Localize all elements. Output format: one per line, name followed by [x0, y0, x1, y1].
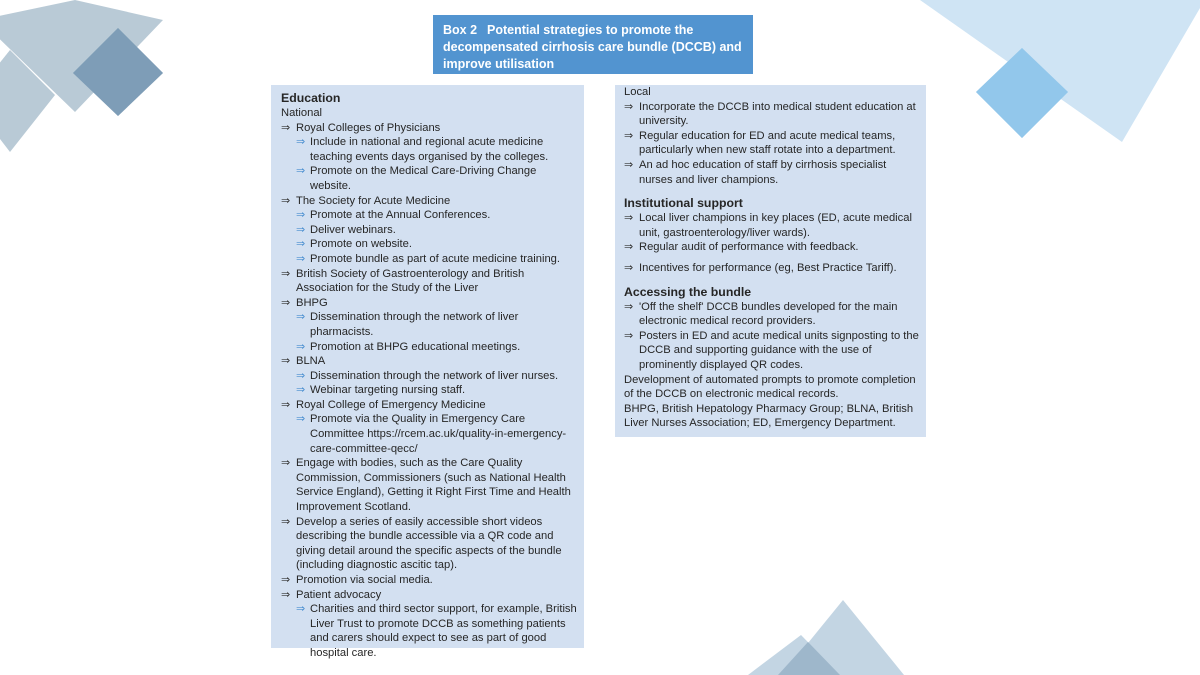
arrow-icon: ⇒	[296, 165, 306, 178]
accessing-item	[624, 329, 922, 373]
item-text: Develop a series of easily accessible short videos describing the bundle accessible via a QR code and giving detail around the specific aspects of the bundle (including diagnostic ascitic tap).	[296, 515, 562, 572]
national-sub-item	[281, 208, 578, 223]
item-text: Promote at the Annual Conferences.	[310, 209, 491, 222]
item-text: British Society of Gastroenterology and British Association for the Study of the Liver	[296, 267, 525, 295]
local-item	[624, 158, 922, 187]
national-sub-item	[281, 164, 578, 193]
arrow-icon: ⇒	[624, 129, 634, 142]
national-sub-item	[281, 223, 578, 238]
national-sub-item	[281, 602, 578, 660]
item-text: Promote via the Quality in Emergency Care Committee https://rcem.ac.uk/quality-in-emergency-care-committee-qecc/	[310, 413, 567, 455]
national-sub-item	[281, 237, 578, 252]
national-item	[281, 515, 578, 573]
national-item	[281, 267, 578, 296]
local-label: Local	[624, 86, 651, 98]
item-text: An ad hoc education of staff by cirrhosis specialist nurses and liver champions.	[639, 158, 887, 186]
item-text: BHPG	[296, 296, 328, 309]
footnote: BHPG, British Hepatology Pharmacy Group; BLNA, British Liver Nurses Association; ED, Emergency Department.	[624, 402, 914, 430]
arrow-icon: ⇒	[281, 194, 291, 207]
item-text: BLNA	[296, 355, 326, 368]
national-item	[281, 456, 578, 514]
national-sub-item	[281, 252, 578, 267]
arrow-icon: ⇒	[624, 261, 634, 274]
national-sub-item	[281, 340, 578, 355]
local-item	[624, 129, 922, 158]
accessing-item	[624, 300, 922, 329]
continued-panel	[615, 85, 926, 437]
arrow-icon: ⇒	[296, 369, 306, 382]
arrow-icon: ⇒	[281, 267, 291, 280]
item-text: Patient advocacy	[296, 588, 382, 601]
box-title	[433, 15, 753, 74]
arrow-icon: ⇒	[296, 238, 306, 251]
decorative-triangles-bottom	[748, 600, 908, 675]
box-title-text: Potential strategies to promote the decompensated cirrhosis care bundle (DCCB) and improve utilisation	[443, 23, 742, 71]
arrow-icon: ⇒	[624, 241, 634, 254]
item-text: Dissemination through the network of liver nurses.	[310, 369, 559, 382]
item-text: Local liver champions in key places (ED, acute medical unit, gastroenterology/liver wards).	[639, 212, 912, 239]
national-sub-item	[281, 412, 578, 456]
accessing-list	[624, 300, 922, 373]
arrow-icon: ⇒	[281, 296, 291, 309]
arrow-icon: ⇒	[624, 212, 634, 225]
item-text: Promote on the Medical Care-Driving Change website.	[310, 165, 537, 192]
item-text: Promote bundle as part of acute medicine training.	[310, 252, 560, 265]
national-item	[281, 354, 578, 369]
arrow-icon: ⇒	[296, 603, 306, 616]
decorative-diamonds-top-left	[0, 0, 175, 160]
item-text: Deliver webinars.	[310, 223, 396, 236]
arrow-icon: ⇒	[281, 355, 291, 368]
accessing-heading: Accessing the bundle	[624, 284, 752, 299]
institutional-item	[624, 261, 922, 276]
item-text: Incorporate the DCCB into medical student education at university.	[639, 100, 916, 128]
accessing-note: Development of automated prompts to promote completion of the DCCB on electronic medical records.	[624, 373, 916, 401]
arrow-icon: ⇒	[281, 398, 291, 411]
item-text: Dissemination through the network of liver pharmacists.	[310, 311, 519, 338]
arrow-icon: ⇒	[296, 340, 306, 353]
arrow-icon: ⇒	[296, 384, 306, 397]
item-text: Incentives for performance (eg, Best Practice Tariff).	[639, 261, 897, 274]
arrow-icon: ⇒	[624, 100, 634, 113]
national-label: National	[281, 107, 323, 119]
arrow-icon: ⇒	[624, 300, 634, 313]
item-text: Promote on website.	[310, 238, 412, 251]
item-text: Posters in ED and acute medical units signposting to the DCCB and supporting guidance with the use of prominently displayed QR codes.	[639, 329, 919, 371]
national-sub-item	[281, 310, 578, 339]
institutional-heading: Institutional support	[624, 196, 743, 211]
arrow-icon: ⇒	[281, 121, 291, 134]
arrow-icon: ⇒	[296, 413, 306, 426]
national-item	[281, 121, 578, 136]
arrow-icon: ⇒	[624, 329, 634, 342]
item-text: Engage with bodies, such as the Care Quality Commission, Commissioners (such as National Health Service England), Getting it Right First Time and Health Improvement Scotland.	[296, 457, 571, 514]
national-sub-item	[281, 383, 578, 398]
item-text: Regular audit of performance with feedback.	[639, 241, 859, 254]
national-item	[281, 573, 578, 588]
arrow-icon: ⇒	[281, 457, 291, 470]
national-item	[281, 194, 578, 209]
arrow-icon: ⇒	[296, 311, 306, 324]
arrow-icon: ⇒	[281, 574, 291, 586]
item-text: Royal College of Emergency Medicine	[296, 398, 486, 411]
education-heading: Education	[281, 91, 341, 105]
education-panel	[271, 85, 584, 659]
national-list	[281, 121, 578, 661]
arrow-icon: ⇒	[296, 136, 306, 149]
national-sub-item	[281, 369, 578, 384]
institutional-list	[624, 211, 922, 275]
item-text: Regular education for ED and acute medical teams, particularly when new staff rotate into a department.	[639, 129, 896, 157]
item-text: Promotion via social media.	[296, 574, 433, 586]
arrow-icon: ⇒	[624, 158, 634, 171]
national-item	[281, 296, 578, 311]
national-item	[281, 588, 578, 603]
item-text: Webinar targeting nursing staff.	[310, 384, 466, 397]
arrow-icon: ⇒	[296, 223, 306, 236]
item-text: Charities and third sector support, for example, British Liver Trust to promote DCCB as something patients and carers should expect to see as part of good hospital care.	[310, 603, 577, 659]
national-sub-item	[281, 135, 578, 164]
arrow-icon: ⇒	[296, 252, 306, 265]
item-text: The Society for Acute Medicine	[296, 194, 451, 207]
arrow-icon: ⇒	[281, 515, 291, 528]
item-text: Include in national and regional acute medicine teaching events days organised by the colleges.	[310, 136, 549, 163]
item-text: Promotion at BHPG educational meetings.	[310, 340, 521, 353]
institutional-item	[624, 240, 922, 255]
institutional-item	[624, 211, 922, 240]
item-text: 'Off the shelf' DCCB bundles developed for the main electronic medical record providers.	[639, 300, 898, 328]
item-text: Royal Colleges of Physicians	[296, 121, 441, 134]
local-list	[624, 100, 922, 188]
box-number: Box 2	[443, 23, 478, 37]
local-item	[624, 100, 922, 129]
arrow-icon: ⇒	[281, 588, 291, 601]
decorative-diamonds-top-right	[920, 0, 1200, 150]
arrow-icon: ⇒	[296, 209, 306, 222]
national-item	[281, 398, 578, 413]
